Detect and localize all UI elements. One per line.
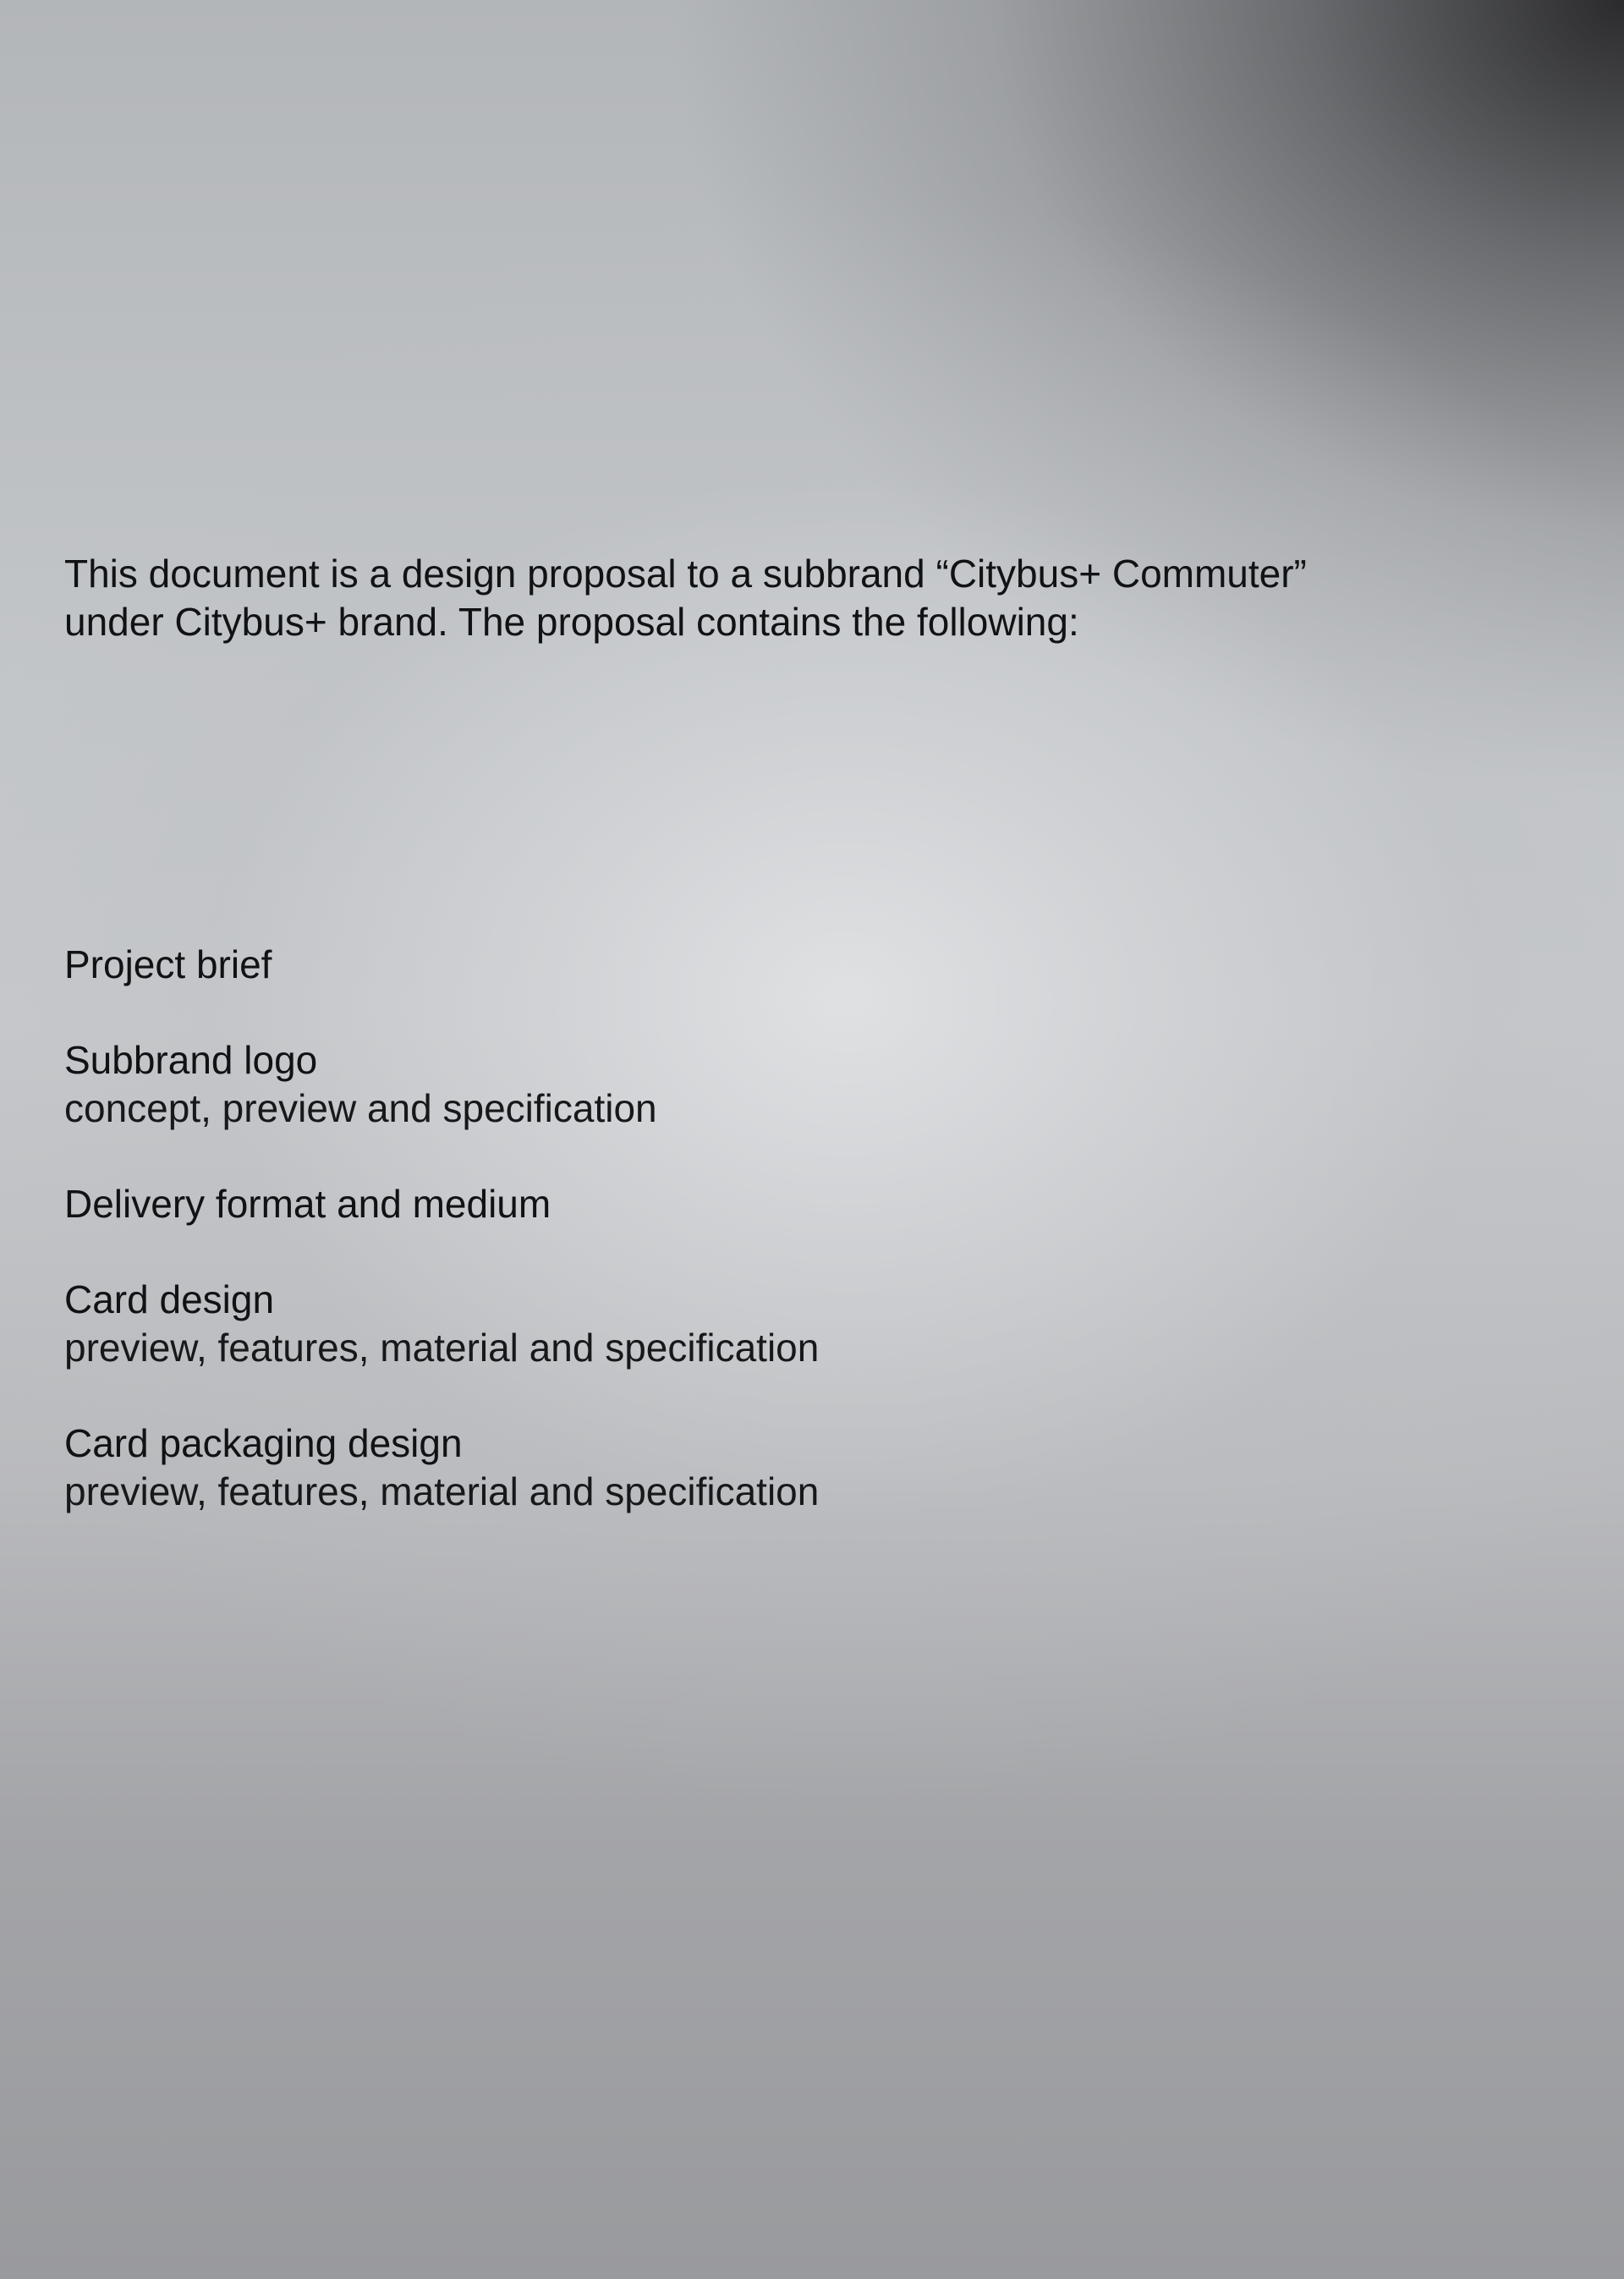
contents-item-title: Subbrand logo <box>64 1038 318 1082</box>
contents-item-title: Card packaging design <box>64 1421 463 1465</box>
contents-item-title: Card design <box>64 1277 275 1321</box>
contents-item-title: Project brief <box>64 942 272 986</box>
contents-item-subtitle: preview, features, material and specification <box>64 1326 820 1370</box>
contents-item-subtitle: preview, features, material and specification <box>64 1469 820 1513</box>
contents-item-card-packaging <box>64 1420 819 1516</box>
contents-item-subbrand-logo <box>64 1036 819 1133</box>
intro-line-2: under Citybus+ brand. The proposal contains the following: <box>64 600 1079 644</box>
intro-paragraph <box>64 550 1418 646</box>
contents-item-subtitle: concept, preview and specification <box>64 1086 657 1130</box>
contents-item-card-design <box>64 1276 819 1372</box>
contents-item-title: Delivery format and medium <box>64 1182 551 1226</box>
contents-list <box>64 941 819 1563</box>
contents-item-project-brief <box>64 941 819 989</box>
contents-item-delivery-format <box>64 1180 819 1228</box>
intro-line-1: This document is a design proposal to a subbrand “Citybus+ Commuter” <box>64 552 1307 596</box>
